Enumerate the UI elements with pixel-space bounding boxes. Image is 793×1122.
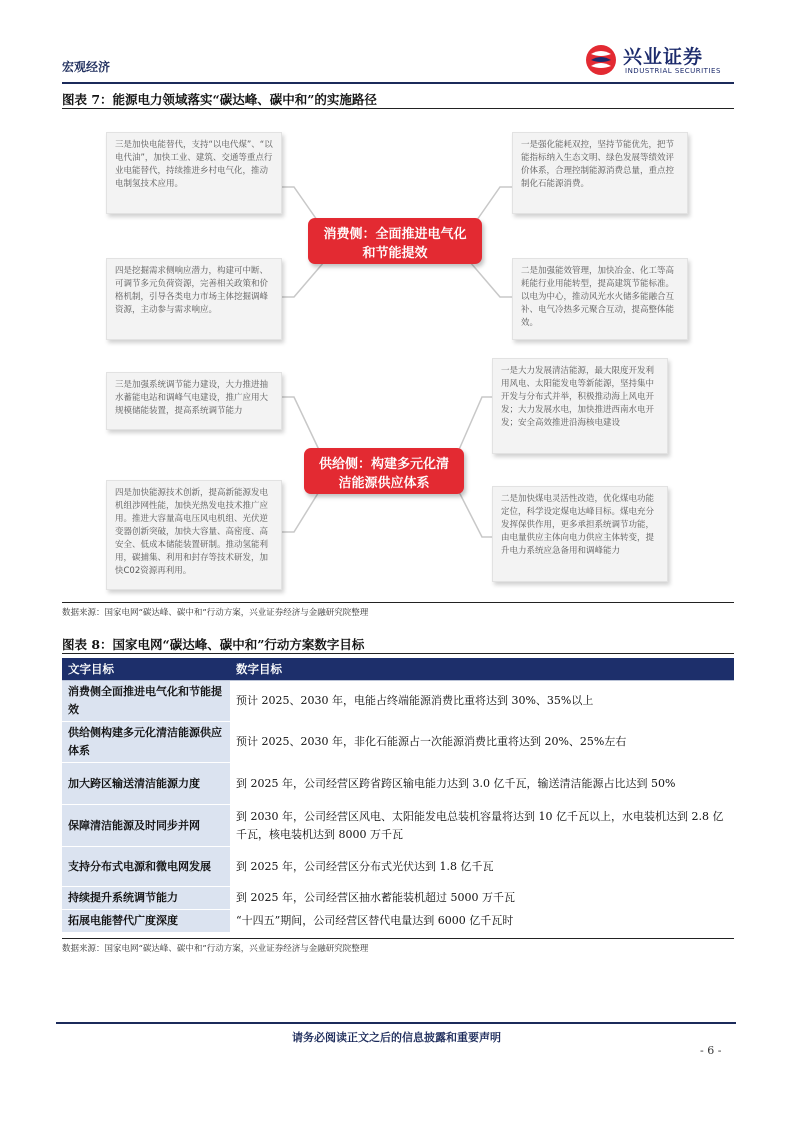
row-num-target: 到 2025 年，公司经营区跨省跨区输电能力达到 3.0 亿千瓦，输送清洁能源占比达到 50%	[230, 763, 734, 805]
footer-divider	[56, 1022, 736, 1024]
row-text-target: 支持分布式电源和微电网发展	[62, 847, 230, 887]
figure7-top-rule	[62, 108, 734, 109]
logo-chinese-name: 兴业证券	[623, 46, 704, 68]
row-num-target: 预计 2025、2030 年，电能占终端能源消费比重将达到 30%、35%以上	[230, 681, 734, 722]
supply-box-3: 三是加强系统调节能力建设，大力推进抽水蓄能电站和调峰气电建设，推广应用大规模储能装置，提高系统调节能力	[106, 372, 282, 430]
figure7-source: 数据来源：国家电网“碳达峰、碳中和”行动方案，兴业证券经济与金融研究院整理	[62, 608, 369, 618]
row-text-target: 持续提升系统调节能力	[62, 887, 230, 910]
table-row	[62, 681, 734, 722]
table-row	[62, 763, 734, 805]
figure8-top-rule	[62, 653, 734, 654]
supply-center-node: 供给侧：构建多元化清洁能源供应体系	[304, 448, 464, 494]
row-num-target: 到 2030 年，公司经营区风电、太阳能发电总装机容量将达到 10 亿千瓦以上，水电装机达到 2.8 亿千瓦，核电装机达到 8000 万千瓦	[230, 805, 734, 847]
targets-table	[62, 658, 734, 933]
consumption-box-2: 二是加强能效管理，加快冶金、化工等高耗能行业用能转型，提高建筑节能标准。以电为中心，推动风光水火储多能融合互补、电气冷热多元聚合互动，提高整体能效。	[512, 258, 688, 340]
figure8-title: 图表 8：国家电网“碳达峰、碳中和”行动方案数字目标	[62, 637, 365, 652]
supply-box-1: 一是大力发展清洁能源，最大限度开发利用风电、太阳能发电等新能源，坚持集中开发与分布式并举，积极推动海上风电开发；大力发展水电，加快推进西南水电开发；安全高效推进沿海核电建设	[492, 358, 668, 454]
table-row	[62, 805, 734, 847]
row-text-target: 拓展电能替代广度深度	[62, 910, 230, 933]
table-row	[62, 887, 734, 910]
consumption-box-4: 四是挖掘需求侧响应潜力，构建可中断、可调节多元负荷资源，完善相关政策和价格机制，引导各类电力市场主体挖掘调峰资源，主动参与需求响应。	[106, 258, 282, 340]
company-logo	[585, 42, 745, 82]
row-num-target: 到 2025 年，公司经营区分布式光伏达到 1.8 亿千瓦	[230, 847, 734, 887]
row-text-target: 加大跨区输送清洁能源力度	[62, 763, 230, 805]
connector-line	[458, 397, 492, 452]
row-num-target: “十四五”期间，公司经营区替代电量达到 6000 亿千瓦时	[230, 910, 734, 933]
table-row	[62, 722, 734, 763]
connector-line	[458, 490, 492, 537]
row-text-target: 消费侧全面推进电气化和节能提效	[62, 681, 230, 722]
connector-line	[470, 262, 512, 297]
consumption-box-1: 一是强化能耗双控，坚持节能优先，把节能指标纳入生态文明、绿色发展等绩效评价体系，合理控制能源消费总量，重点控制化石能源消费。	[512, 132, 688, 214]
logo-english-name: INDUSTRIAL SECURITIES	[625, 67, 721, 75]
connector-line	[282, 397, 320, 452]
header-divider	[62, 82, 734, 84]
row-text-target: 保障清洁能源及时同步并网	[62, 805, 230, 847]
page-number: - 6 -	[700, 1044, 722, 1057]
supply-box-4: 四是加快能源技术创新，提高新能源发电机组涉网性能，加快光热发电技术推广应用。推进大容量高电压风电机组、光伏逆变器创新突破，加快大容量、高密度、高安全、低成本储能装置研制。推动氢能利用，碳捕集、利用和封存等技术研发，加快C02资源再利用。	[106, 480, 282, 590]
connector-line	[282, 262, 324, 297]
figure8-source: 数据来源：国家电网“碳达峰、碳中和”行动方案，兴业证券经济与金融研究院整理	[62, 944, 369, 954]
row-num-target: 预计 2025、2030 年，非化石能源占一次能源消费比重将达到 20%、25%左右	[230, 722, 734, 763]
report-section-label: 宏观经济	[62, 60, 111, 74]
col-text-target: 文字目标	[62, 658, 230, 681]
logo-mark-icon	[585, 44, 617, 76]
consumption-center-node: 消费侧：全面推进电气化和节能提效	[308, 218, 482, 264]
figure7-title: 图表 7：能源电力领域落实“碳达峰、碳中和”的实施路径	[62, 92, 377, 107]
supply-box-2: 二是加快煤电灵活性改造，优化煤电功能定位，科学设定煤电达峰目标。煤电充分发挥保供作用，更多承担系统调节功能，由电量供应主体向电力供应主体转变，提升电力系统应急备用和调峰能力	[492, 486, 668, 582]
row-text-target: 供给侧构建多元化清洁能源供应体系	[62, 722, 230, 763]
disclosure-notice: 请务必阅读正文之后的信息披露和重要声明	[292, 1031, 501, 1044]
table-row	[62, 847, 734, 887]
table-header-row	[62, 658, 734, 681]
row-num-target: 到 2025 年，公司经营区抽水蓄能装机超过 5000 万千瓦	[230, 887, 734, 910]
mind-map	[62, 112, 734, 602]
figure7-bottom-rule	[62, 602, 734, 603]
connector-line	[282, 490, 320, 532]
figure8-bottom-rule	[62, 938, 734, 939]
table-row	[62, 910, 734, 933]
consumption-box-3: 三是加快电能替代，支持“以电代煤”、“以电代油”，加快工业、建筑、交通等重点行业电能替代，持续推进乡村电气化，推动电制氢技术应用。	[106, 132, 282, 214]
col-num-target: 数字目标	[230, 658, 734, 681]
